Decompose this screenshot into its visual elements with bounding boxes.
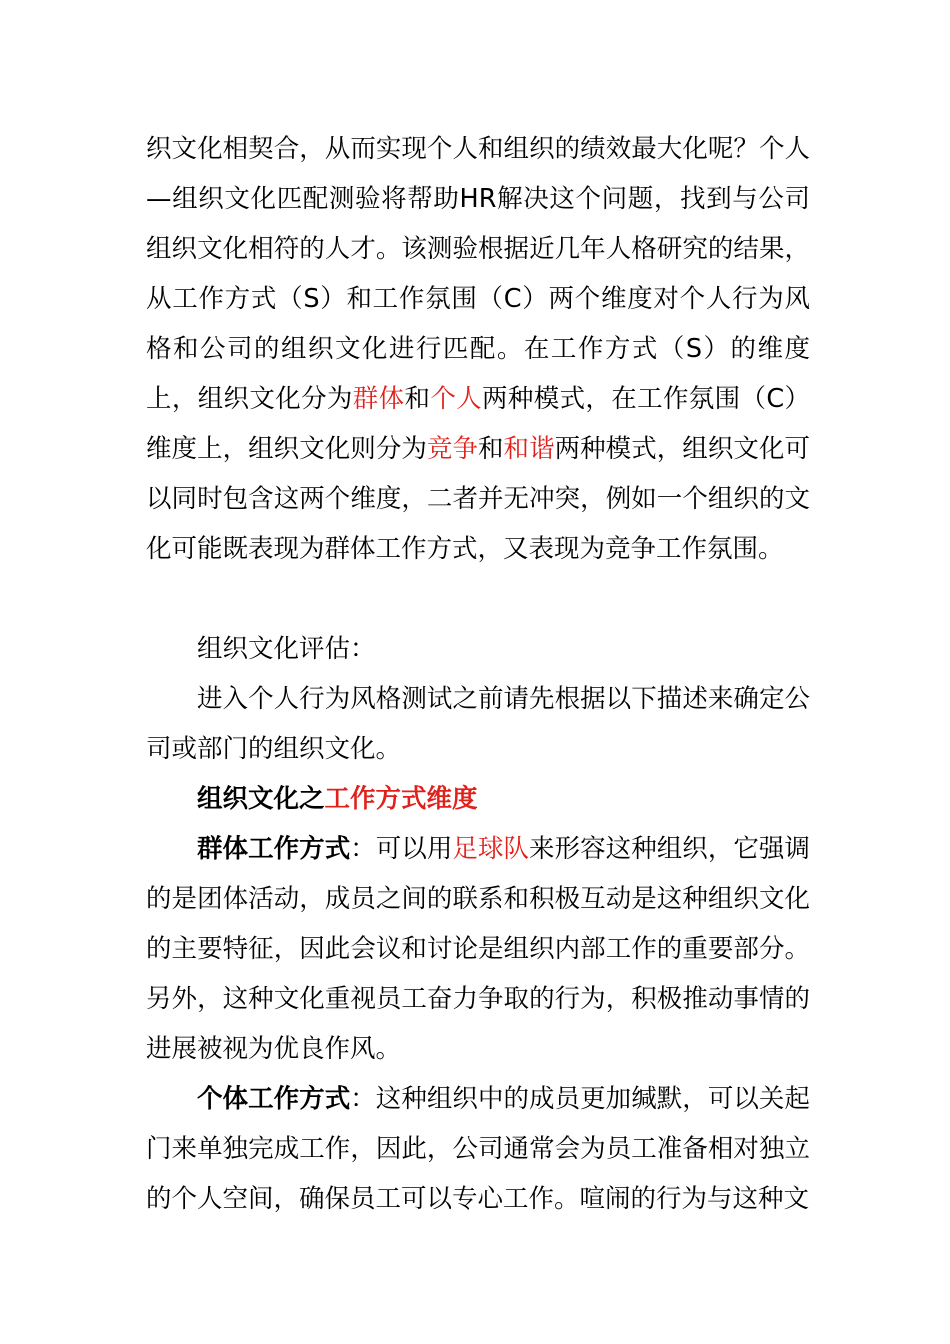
dimension-heading-prefix: 组织文化之	[197, 784, 325, 814]
term-group: 群体	[352, 384, 405, 414]
term-harmony: 和谐	[503, 434, 555, 464]
individual-work-text: 这种组织中的成员更加缄默，可以关起门来单独完成工作，因此，公司通常会为员工准备相对独立的个人空间，确保员工可以专心工作。喧闹的行为与这种文	[146, 1084, 810, 1214]
dimension-heading-highlight: 工作方式维度	[324, 784, 478, 814]
group-work-highlight: 足球队	[452, 834, 530, 864]
term-competition: 竞争	[426, 434, 478, 464]
term-individual: 个人	[430, 384, 483, 414]
group-work-label: 群体工作方式	[197, 834, 351, 864]
group-work-text-2: 来形容这种组织，它强调的是团体活动，成员之间的联系和积极互动是这种组织文化的主要特征，因此会议和讨论是组织内部工作的重要部分。另外，这种文化重视员工奋力争取的行为，积极推动事情的进展被视为优良作风。	[146, 834, 810, 1064]
document-page	[146, 124, 810, 1224]
intro-text-1: 织文化相契合，从而实现个人和组织的绩效最大化呢？个人—组织文化匹配测验将帮助HR解决这个问题，找到与公司组织文化相符的人才。该测验根据近几年人格研究的结果，从工作方式（S）和工作氛围（C）两个维度对个人行为风格和公司的组织文化进行匹配。在工作方式（S）的维度上，组织文化分为	[146, 134, 810, 414]
intro-and-1: 和	[404, 384, 431, 414]
intro-text-3: 两种模式，组织文化可以同时包含这两个维度，二者并无冲突，例如一个组织的文化可能既表现为群体工作方式，又表现为竞争工作氛围。	[146, 434, 810, 564]
group-work-text-1: 可以用	[375, 834, 453, 864]
intro-text-2: 两种模式，在工作氛围（C）维度上，组织文化则分为	[146, 384, 810, 464]
paragraph-spacer	[146, 574, 810, 624]
intro-and-2: 和	[477, 434, 504, 464]
assessment-instruction: 进入个人行为风格测试之前请先根据以下描述来确定公司或部门的组织文化。	[146, 684, 810, 764]
individual-work-paragraph	[146, 1074, 810, 1224]
group-work-paragraph	[146, 824, 810, 1074]
assessment-title: 组织文化评估：	[197, 634, 376, 664]
individual-work-label: 个体工作方式	[197, 1084, 351, 1114]
dimension-heading	[146, 774, 810, 824]
group-work-colon: ：	[350, 834, 376, 864]
intro-paragraph	[146, 124, 810, 574]
individual-work-colon: ：	[350, 1084, 376, 1114]
